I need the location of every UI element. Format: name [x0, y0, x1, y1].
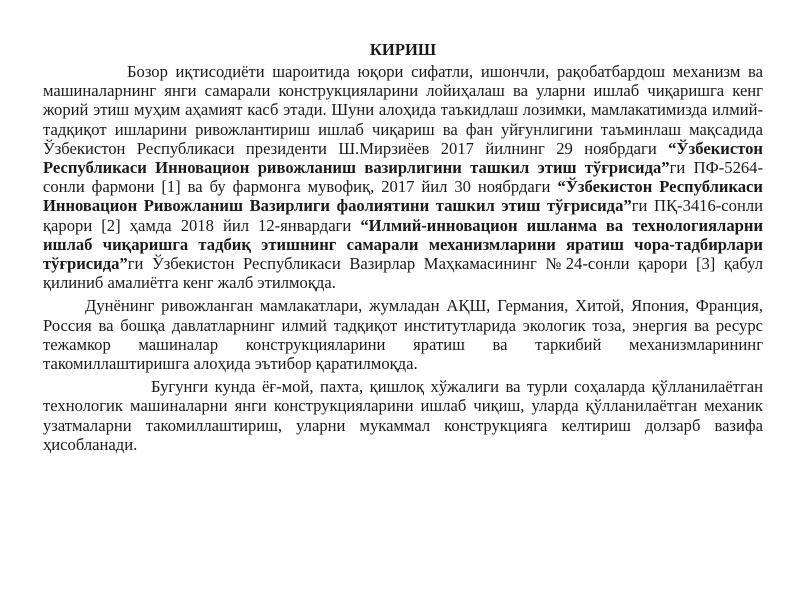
- paragraph-3: Бугунги кунда ёғ-мой, пахта, қишлоқ хўжалиги ва турли соҳаларда қўлланилаётган технологик машиналарни янги конструкцияларини ишлаб чиқиш, уларда қўлланилаётган механик узатмаларни такомиллаштириш, уларни мукаммал конструкцияга келтириш долзарб вазифа ҳисобланади.: [43, 377, 763, 454]
- paragraph-2: Дунёнинг ривожланган мамлакатлари, жумладан АҚШ, Германия, Хитой, Япония, Франция, Россия ва бошқа давлатларнинг илмий тадқиқот институтларида экологик тоза, энергия ва ресурс тежамкор машиналар конструкцияларини яратиш ва таркибий механизмларининг такомиллаштиришга алоҳида эътибор қаратилмоқда.: [43, 296, 763, 374]
- paragraph-1-bold-1: “Ўзбекистон Республикаси Инновацион ривожланиш вазирлигини ташкил этиш тўғрисида”: [43, 138, 763, 178]
- paragraph-1-text-2: ги ПФ-5264-сонли фармони [1] ва бу фармонга мувофиқ, 2017 йил 30 ноябрдаги: [43, 158, 763, 197]
- paragraph-1-text-3: ги ПҚ-3416-сонли қарори [2] ҳамда 2018 йил 12-январдаги: [43, 196, 763, 235]
- paragraph-1: [43, 62, 763, 292]
- document-title: КИРИШ: [369, 40, 437, 59]
- paragraph-1-text-4: ги Ўзбекистон Республикаси Вазирлар Маҳкамасининг №24-сонли қарори [3] қабул қилиниб амалиётга кенг жалб этилмоқда.: [43, 254, 763, 293]
- paragraph-1-bold-3: “Илмий-инновацион ишланма ва технологияларни ишлаб чиқаришга тадбиқ этишнинг самарали механизмларини яратиш чора-тадбирлари тўғрисида”: [43, 215, 764, 274]
- paragraph-1-bold-2: “Ўзбекистон Республикаси Инновацион Ривожланиш Вазирлиги фаолиятини ташкил этиш тўғрисида”: [43, 177, 763, 216]
- document-page: [43, 40, 763, 454]
- paragraph-1-text-1: Бозор иқтисодиёти шароитида юқори сифатли, ишончли, рақобатбардош механизм ва машиналарнинг янги самарали конструкцияларини лойиҳалаш ва уларни ишлаб чиқаришга кенг жорий этиш муҳим аҳамият касб этади. Шуни алоҳида таъкидлаш лозимки, мамлакатимизда илмий-тадқиқот ишларини ривожлантириш ишлаб чиқариш ва фан уйғунлигини таъминлаш мақсадида Ўзбекистон Республикаси президенти Ш.Мирзиёев 2017 йилнинг 29 ноябрдаги: [43, 62, 763, 158]
